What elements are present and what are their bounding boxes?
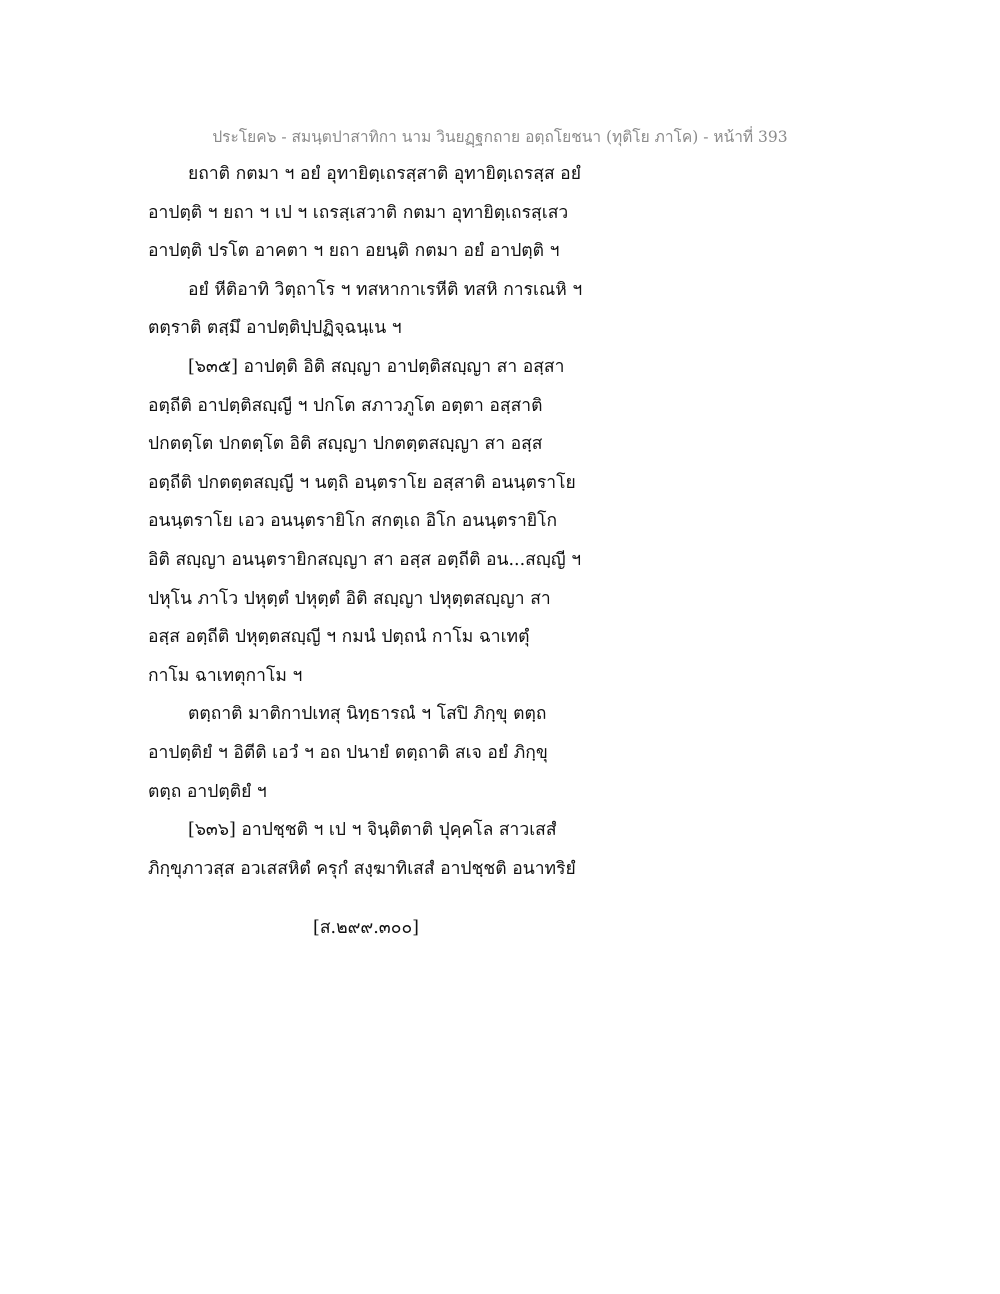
- document-body: [148, 160, 618, 893]
- text-line: อตฺถีติ ปกตตฺตสญฺญี ฯ นตฺถิ อนฺตราโย อสฺสาติ อนนฺตราโย: [148, 472, 576, 493]
- text-line: ตตฺราติ ตสฺมึ อาปตฺติปฺปฏิจฺฉนฺเน ฯ: [148, 318, 402, 339]
- text-line: กาโม ฉาเทตุกาโม ฯ: [148, 665, 303, 686]
- text-line: ยถาติ กตมา ฯ อยํ อุทายิตฺเถรสฺสาติ อุทายิตฺเถรสฺส อยํ: [188, 164, 581, 184]
- text-line: อยํ หีติอาทิ วิตฺถาโร ฯ ทสหากาเรหีติ ทสหิ การเณหิ ฯ: [188, 279, 583, 300]
- text-line: อาปตฺติ ฯ ยถา ฯ เป ฯ เถรสฺเสวาติ กตมา อุทายิตฺเถรสฺเสว: [148, 202, 569, 223]
- page-header: ประโยค๖ - สมนฺตปาสาทิกา นาม วินยฏฺฐกถาย อตฺถโยชนา (ทุติโย ภาโค) - หน้าที่ 393: [212, 128, 788, 146]
- text-line: ปหุโน ภาโว ปหุตฺตํ ปหุตฺตํ อิติ สญฺญา ปหุตฺตสญฺญา สา: [148, 588, 551, 609]
- text-line: อิติ สญฺญา อนนฺตรายิกสญฺญา สา อสฺส อตฺถีติ อน...สญฺญี ฯ: [148, 549, 582, 570]
- text-line: ตตฺถาติ มาติกาปเทสุ นิทฺธารณํ ฯ โสปิ ภิกฺขุ ตตฺถ: [188, 704, 547, 725]
- text-line: อาปตฺติยํ ฯ อิตีติ เอวํ ฯ อถ ปนายํ ตตฺถาติ สเจ อยํ ภิกฺขุ: [148, 742, 548, 763]
- text-line: อตฺถีติ อาปตฺติสญฺญี ฯ ปกโต สภาวภูโต อตฺตา อสฺสาติ: [148, 395, 543, 416]
- text-line: อนนฺตราโย เอว อนนฺตรายิโก สกตฺเถ อิโก อนนฺตรายิโก: [148, 511, 558, 532]
- text-line: ภิกฺขุภาวสฺส อวเสสหิตํ ครุกํ สงฺฆาทิเสสํ อาปชฺชติ อนาทริยํ: [148, 858, 576, 879]
- text-line: อสฺส อตฺถีติ ปหุตฺตสญฺญี ฯ กมนํ ปตฺถนํ กาโม ฉาเทตุํ: [148, 627, 530, 648]
- text-line: ตตฺถ อาปตฺติยํ ฯ: [148, 781, 267, 802]
- text-line: [๖๓๖] อาปชฺชติ ฯ เป ฯ จินฺติตาติ ปุคฺคโล สาวเสสํ: [188, 820, 557, 841]
- text-line: อาปตฺติ ปรโต อาคตา ฯ ยถา อยนฺติ กตมา อยํ อาปตฺติ ฯ: [148, 241, 560, 262]
- text-line: ปกตตฺโต ปกตตฺโต อิติ สญฺญา ปกตตฺตสญฺญา สา อสฺส: [148, 434, 543, 455]
- text-line: [๖๓๕] อาปตฺติ อิติ สญฺญา อาปตฺติสญฺญา สา อสฺสา: [188, 356, 565, 377]
- footnote-reference: [ส.๒๙๙.๓๐๐]: [313, 918, 419, 938]
